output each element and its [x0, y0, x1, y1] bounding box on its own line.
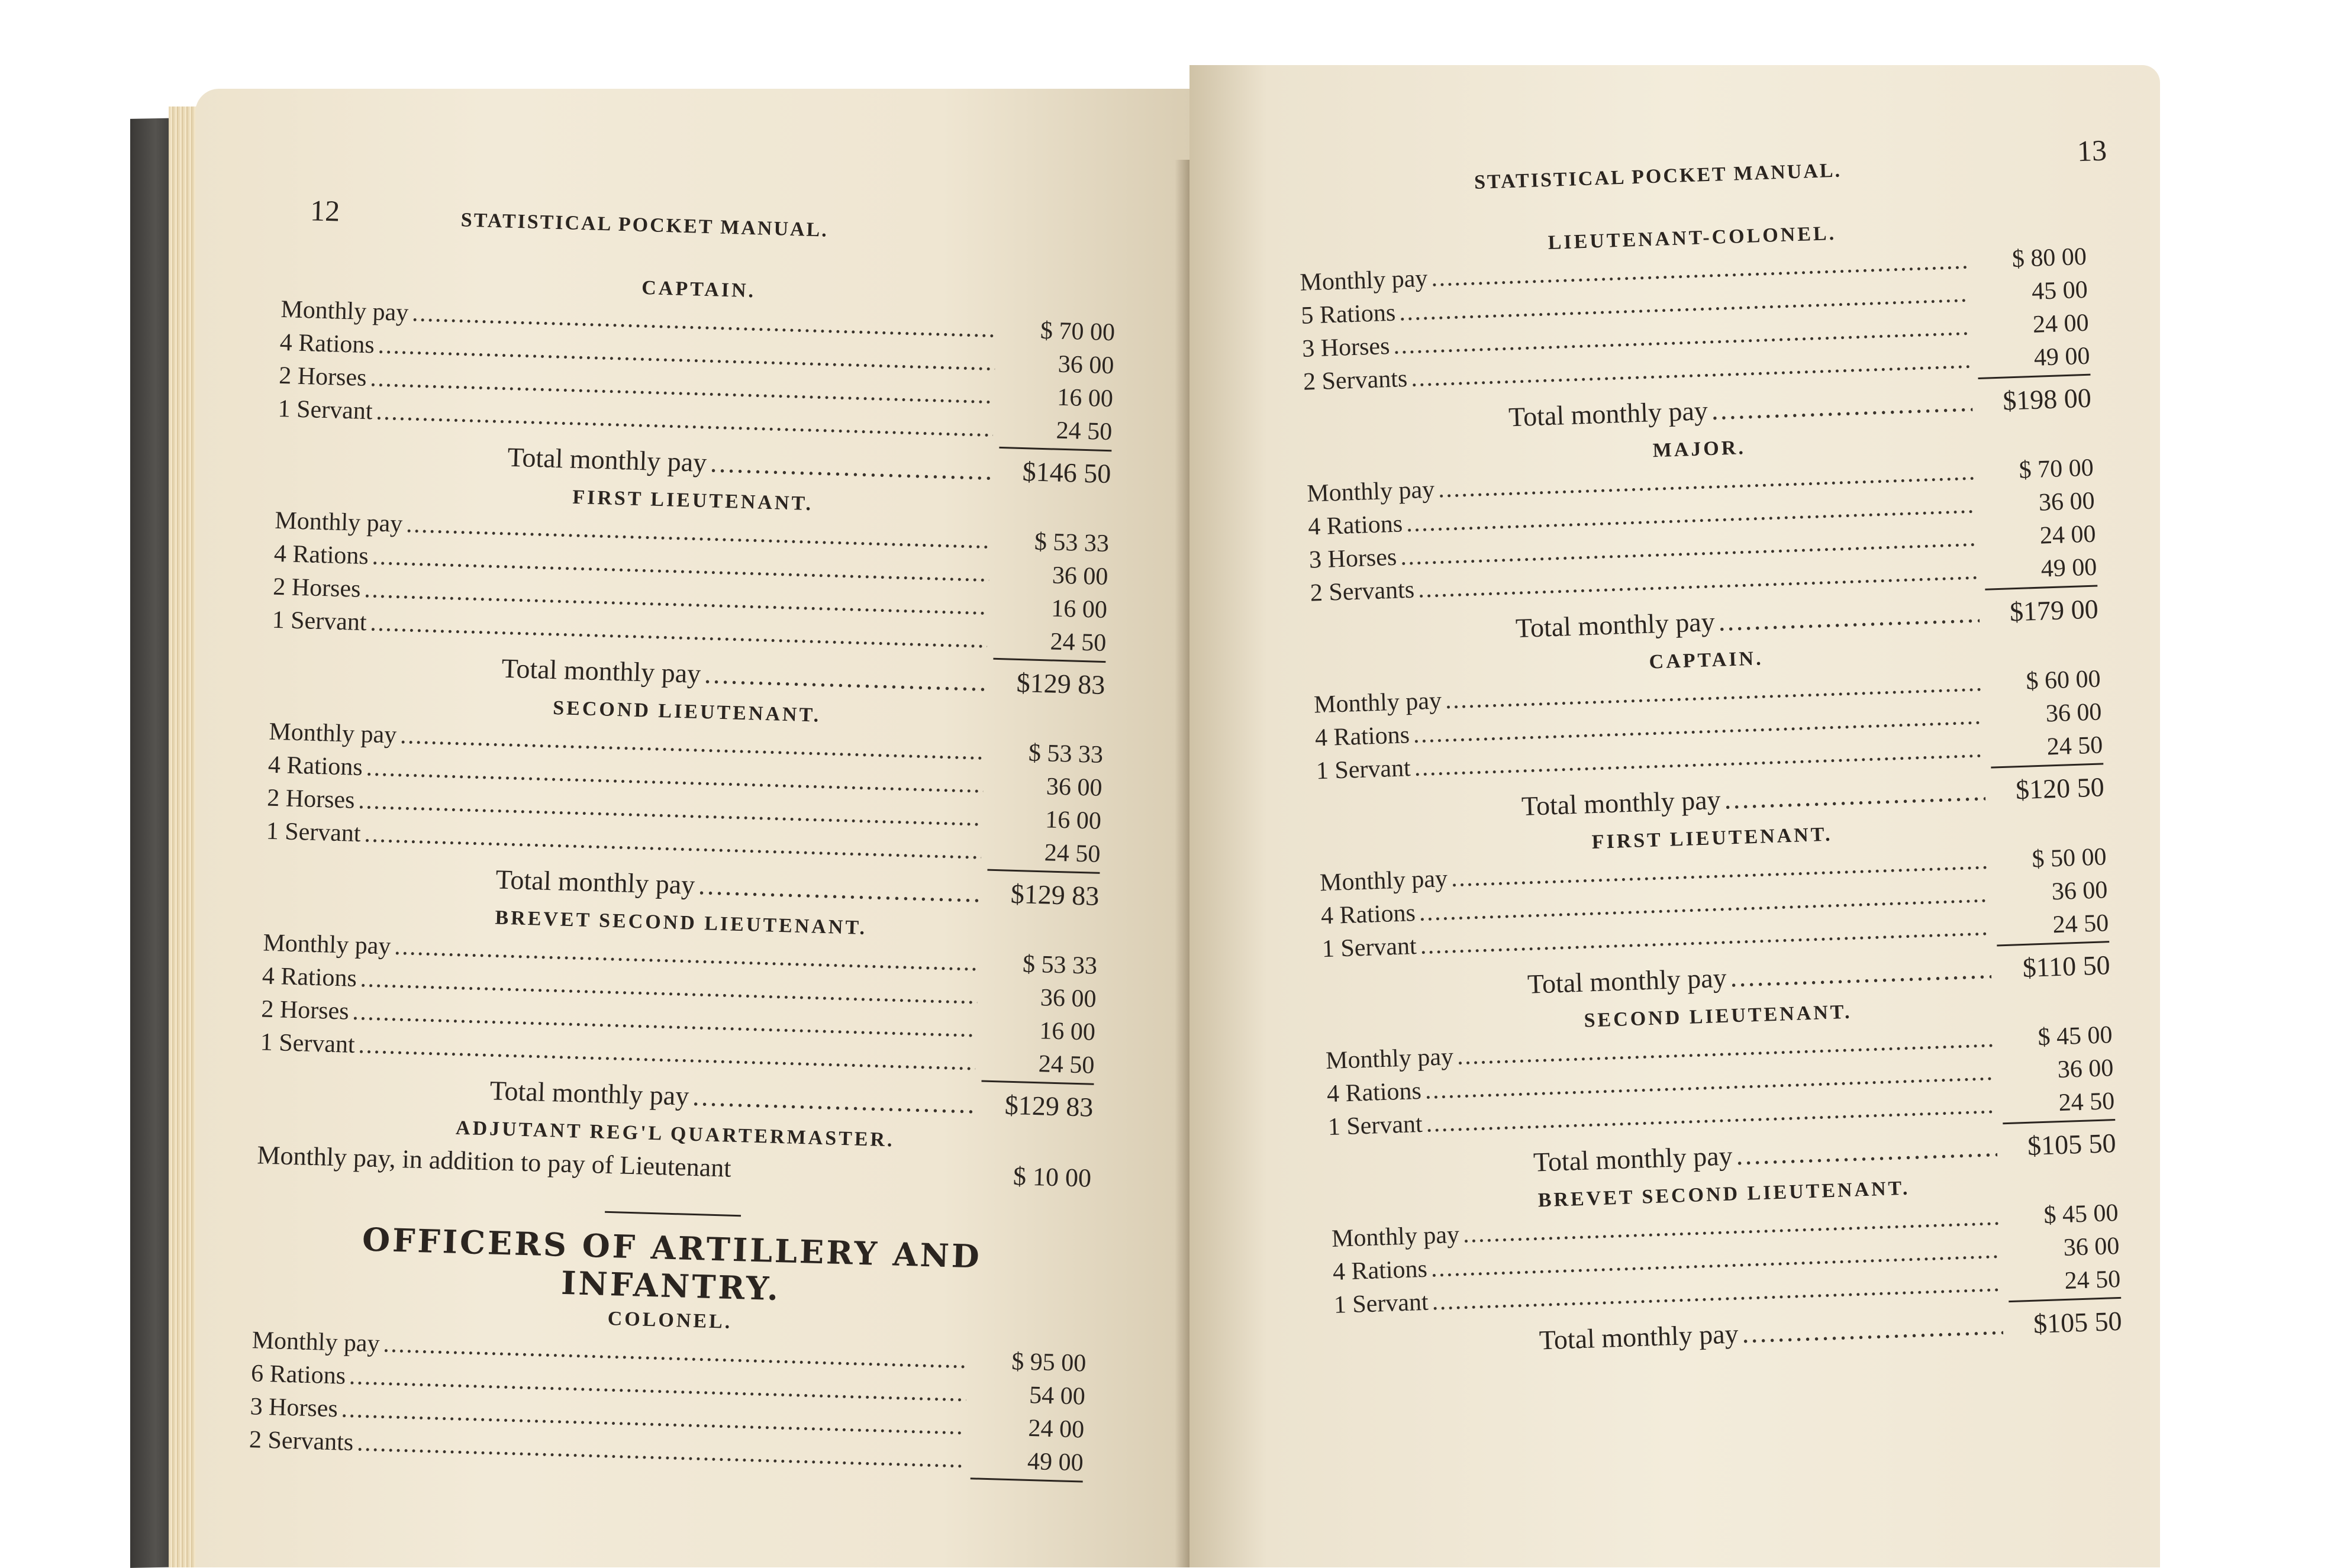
- pay-label: Monthly pay: [262, 929, 391, 960]
- pay-label: 4 Rations: [1332, 1255, 1428, 1286]
- pay-label: 4 Rations: [262, 962, 357, 992]
- pay-label: 1 Servant: [278, 395, 373, 425]
- pay-label: 4 Rations: [1314, 721, 1410, 752]
- pay-label: Monthly pay: [1299, 264, 1429, 296]
- pay-label: Monthly pay: [274, 506, 403, 538]
- pay-block-first-lieutenant: [270, 478, 1110, 702]
- pay-amount: 36 00: [2038, 487, 2096, 517]
- pay-amount: 49 00: [2040, 553, 2098, 583]
- pay-block-brevet-second-lieutenant: [259, 901, 1098, 1124]
- total-row: [1533, 1127, 2116, 1179]
- total-amount: $179 00: [2009, 593, 2099, 627]
- section-divider: [605, 1211, 741, 1217]
- pay-amount: 49 00: [2033, 342, 2091, 372]
- pay-block-major: [1305, 425, 2099, 652]
- pay-label: 1 Servant: [1333, 1288, 1429, 1319]
- pay-label: Monthly pay: [1331, 1221, 1460, 1253]
- pay-amount: 36 00: [2057, 1054, 2114, 1084]
- pay-amount: $ 70 00: [2018, 454, 2094, 484]
- adjutant-label: Monthly pay, in addition to pay of Lieutenant: [256, 1140, 732, 1183]
- total-label: Total monthly pay: [1515, 606, 1716, 644]
- leader-dots: [698, 869, 981, 909]
- rank-heading: BREVET SECOND LIEUTENANT.: [495, 906, 868, 939]
- pay-label: 2 Servants: [1303, 364, 1408, 396]
- pay-block-first-lieutenant: [1318, 814, 2111, 1008]
- rank-heading: LIEUTENANT-COLONEL.: [1548, 222, 1837, 254]
- total-label: Total monthly pay: [501, 653, 701, 689]
- pay-block-captain: [276, 267, 1116, 491]
- total-row: [1508, 382, 2091, 434]
- pay-label: 1 Servant: [266, 817, 362, 848]
- pay-amount: 24 50: [1056, 417, 1113, 446]
- pay-label: Monthly pay: [1319, 865, 1448, 897]
- total-row: [1515, 592, 2098, 645]
- pay-label: 4 Rations: [1326, 1077, 1422, 1108]
- pay-label: Monthly pay: [1325, 1043, 1454, 1075]
- pay-amount: 36 00: [2063, 1232, 2120, 1262]
- rank-heading: CAPTAIN.: [1649, 647, 1764, 673]
- leader-dots: [704, 657, 987, 698]
- pay-label: Monthly pay: [268, 718, 397, 749]
- rank-heading: FIRST LIEUTENANT.: [572, 486, 814, 515]
- pay-label: Monthly pay: [1306, 476, 1435, 508]
- rank-heading: CAPTAIN.: [641, 276, 756, 302]
- leader-dots: [710, 446, 992, 487]
- pay-amount: $ 60 00: [2025, 665, 2101, 695]
- pay-label: Monthly pay: [252, 1327, 381, 1358]
- leader-dots: [1711, 385, 1973, 427]
- pay-label: 2 Horses: [278, 362, 367, 392]
- leader-dots: [1718, 596, 1980, 638]
- total-amount: $146 50: [1022, 456, 1111, 489]
- leader-dots: [1736, 1131, 1998, 1173]
- leader-dots: [1730, 953, 1992, 995]
- pay-label: 4 Rations: [1320, 899, 1416, 930]
- total-amount: $129 83: [1010, 878, 1100, 911]
- pay-label: 1 Servant: [272, 606, 367, 637]
- total-amount: $105 50: [2027, 1127, 2117, 1161]
- pay-label: 5 Rations: [1300, 299, 1396, 330]
- pay-block-colonel: [249, 1298, 1087, 1482]
- leader-dots: [1742, 1308, 2004, 1350]
- pay-label: 2 Horses: [272, 573, 362, 603]
- rank-heading: MAJOR.: [1652, 437, 1746, 462]
- total-row: [1527, 948, 2110, 1001]
- pay-amount: 24 50: [2052, 909, 2109, 939]
- section-title: OFFICERS OF ARTILLERY AND INFANTRY.: [362, 1220, 982, 1308]
- total-label: Total monthly pay: [1527, 962, 1727, 999]
- pay-label: 1 Servant: [1327, 1110, 1423, 1141]
- leader-dots: [1724, 775, 1986, 817]
- total-label: Total monthly pay: [1539, 1318, 1739, 1356]
- total-amount: $129 83: [1004, 1089, 1094, 1122]
- pay-label: Monthly pay: [280, 295, 409, 327]
- pay-amount: 54 00: [1029, 1381, 1086, 1411]
- adjutant-block: [257, 1111, 1092, 1196]
- pay-label: 2 Servants: [1310, 576, 1415, 607]
- left-page: [195, 89, 1189, 1567]
- pay-label: 1 Servant: [1321, 932, 1417, 963]
- pay-label: Monthly pay: [1313, 687, 1442, 719]
- leader-dots: [692, 1080, 975, 1121]
- rank-heading: ADJUTANT REG'L QUARTERMASTER.: [455, 1117, 895, 1151]
- total-amount: $105 50: [2033, 1305, 2123, 1339]
- total-row: [1539, 1305, 2122, 1357]
- page-number: 13: [2076, 133, 2107, 168]
- pay-amount: 49 00: [1027, 1447, 1084, 1477]
- pay-label: 2 Servants: [249, 1426, 354, 1457]
- pay-block-lieutenant-colonel: [1298, 214, 2092, 441]
- total-label: Total monthly pay: [507, 441, 707, 478]
- total-amount: $120 50: [2015, 772, 2105, 805]
- pay-amount: 24 50: [2046, 731, 2103, 761]
- pay-amount: 24 00: [1028, 1414, 1085, 1444]
- pay-amount: $ 53 33: [1022, 950, 1098, 980]
- total-label: Total monthly pay: [1521, 784, 1722, 821]
- pay-label: 4 Rations: [1307, 510, 1403, 541]
- pay-amount: $ 53 33: [1034, 528, 1110, 558]
- total-row: [1521, 770, 2104, 823]
- right-page: [1189, 65, 2160, 1567]
- pay-amount: 36 00: [2051, 876, 2109, 906]
- pay-amount: $ 45 00: [2043, 1199, 2119, 1230]
- pay-amount: 24 00: [2032, 309, 2090, 338]
- rank-heading: SECOND LIEUTENANT.: [1584, 1001, 1853, 1032]
- pay-amount: 36 00: [1058, 350, 1115, 380]
- total-label: Total monthly pay: [1508, 395, 1708, 433]
- pay-block-captain: [1313, 636, 2105, 830]
- pay-label: 4 Rations: [273, 540, 369, 570]
- pay-label: 1 Servant: [260, 1028, 356, 1059]
- pay-label: 4 Rations: [267, 751, 363, 782]
- pay-amount: 16 00: [1050, 595, 1108, 624]
- pay-label: 4 Rations: [279, 328, 375, 359]
- pay-label: 1 Servant: [1316, 754, 1411, 785]
- pay-amount: $ 45 00: [2037, 1021, 2113, 1051]
- pay-amount: $ 80 00: [2011, 243, 2087, 273]
- rank-heading: BREVET SECOND LIEUTENANT.: [1537, 1177, 1910, 1212]
- pay-amount: 16 00: [1039, 1017, 1096, 1046]
- pay-amount: 24 50: [1038, 1050, 1095, 1079]
- pay-amount: 24 00: [2039, 520, 2097, 550]
- pay-amount: 36 00: [1040, 984, 1097, 1013]
- page-number: 12: [310, 193, 340, 228]
- pay-amount: 24 50: [2058, 1088, 2115, 1117]
- total-amount: $198 00: [2002, 382, 2092, 416]
- pay-amount: $ 95 00: [1011, 1348, 1087, 1377]
- pay-label: 3 Horses: [1308, 543, 1397, 574]
- rank-heading: FIRST LIEUTENANT.: [1591, 823, 1833, 854]
- total-amount: $129 83: [1016, 667, 1106, 701]
- pay-label: 2 Horses: [260, 995, 350, 1025]
- pay-amount: 24 50: [1050, 628, 1107, 657]
- right-page-content: [1296, 133, 2123, 1375]
- pay-amount: 24 50: [1044, 839, 1101, 868]
- pay-amount: 36 00: [2045, 698, 2103, 728]
- rank-heading: SECOND LIEUTENANT.: [552, 697, 821, 727]
- pay-label: 3 Horses: [250, 1393, 339, 1423]
- pay-amount: $ 70 00: [1040, 317, 1116, 347]
- pay-block-second-lieutenant: [1324, 992, 2117, 1186]
- pay-amount: 24 50: [2064, 1265, 2121, 1295]
- pay-block-brevet-second-lieutenant: [1330, 1170, 2123, 1364]
- total-label: Total monthly pay: [1533, 1140, 1733, 1177]
- running-head: STATISTICAL POCKET MANUAL.: [1474, 159, 1842, 194]
- pay-amount: 16 00: [1045, 806, 1102, 835]
- pay-amount: 36 00: [1046, 773, 1103, 802]
- pay-label: 6 Rations: [250, 1360, 346, 1390]
- running-head: STATISTICAL POCKET MANUAL.: [460, 209, 829, 241]
- total-label: Total monthly pay: [495, 864, 695, 900]
- pay-label: 3 Horses: [1301, 332, 1391, 363]
- adjutant-amount: $ 10 00: [1013, 1162, 1092, 1193]
- pay-amount: $ 53 33: [1028, 739, 1104, 769]
- pay-block-second-lieutenant: [265, 689, 1104, 913]
- pay-amount: 36 00: [1052, 562, 1109, 591]
- pay-label: 2 Horses: [266, 784, 356, 814]
- pay-amount: 45 00: [2031, 276, 2088, 305]
- pay-amount: 16 00: [1056, 383, 1114, 413]
- rank-heading: COLONEL.: [607, 1308, 733, 1333]
- left-page-content: [249, 192, 1118, 1493]
- pay-amount: $ 50 00: [2031, 843, 2107, 873]
- total-amount: $110 50: [2022, 950, 2111, 983]
- total-label: Total monthly pay: [489, 1075, 689, 1111]
